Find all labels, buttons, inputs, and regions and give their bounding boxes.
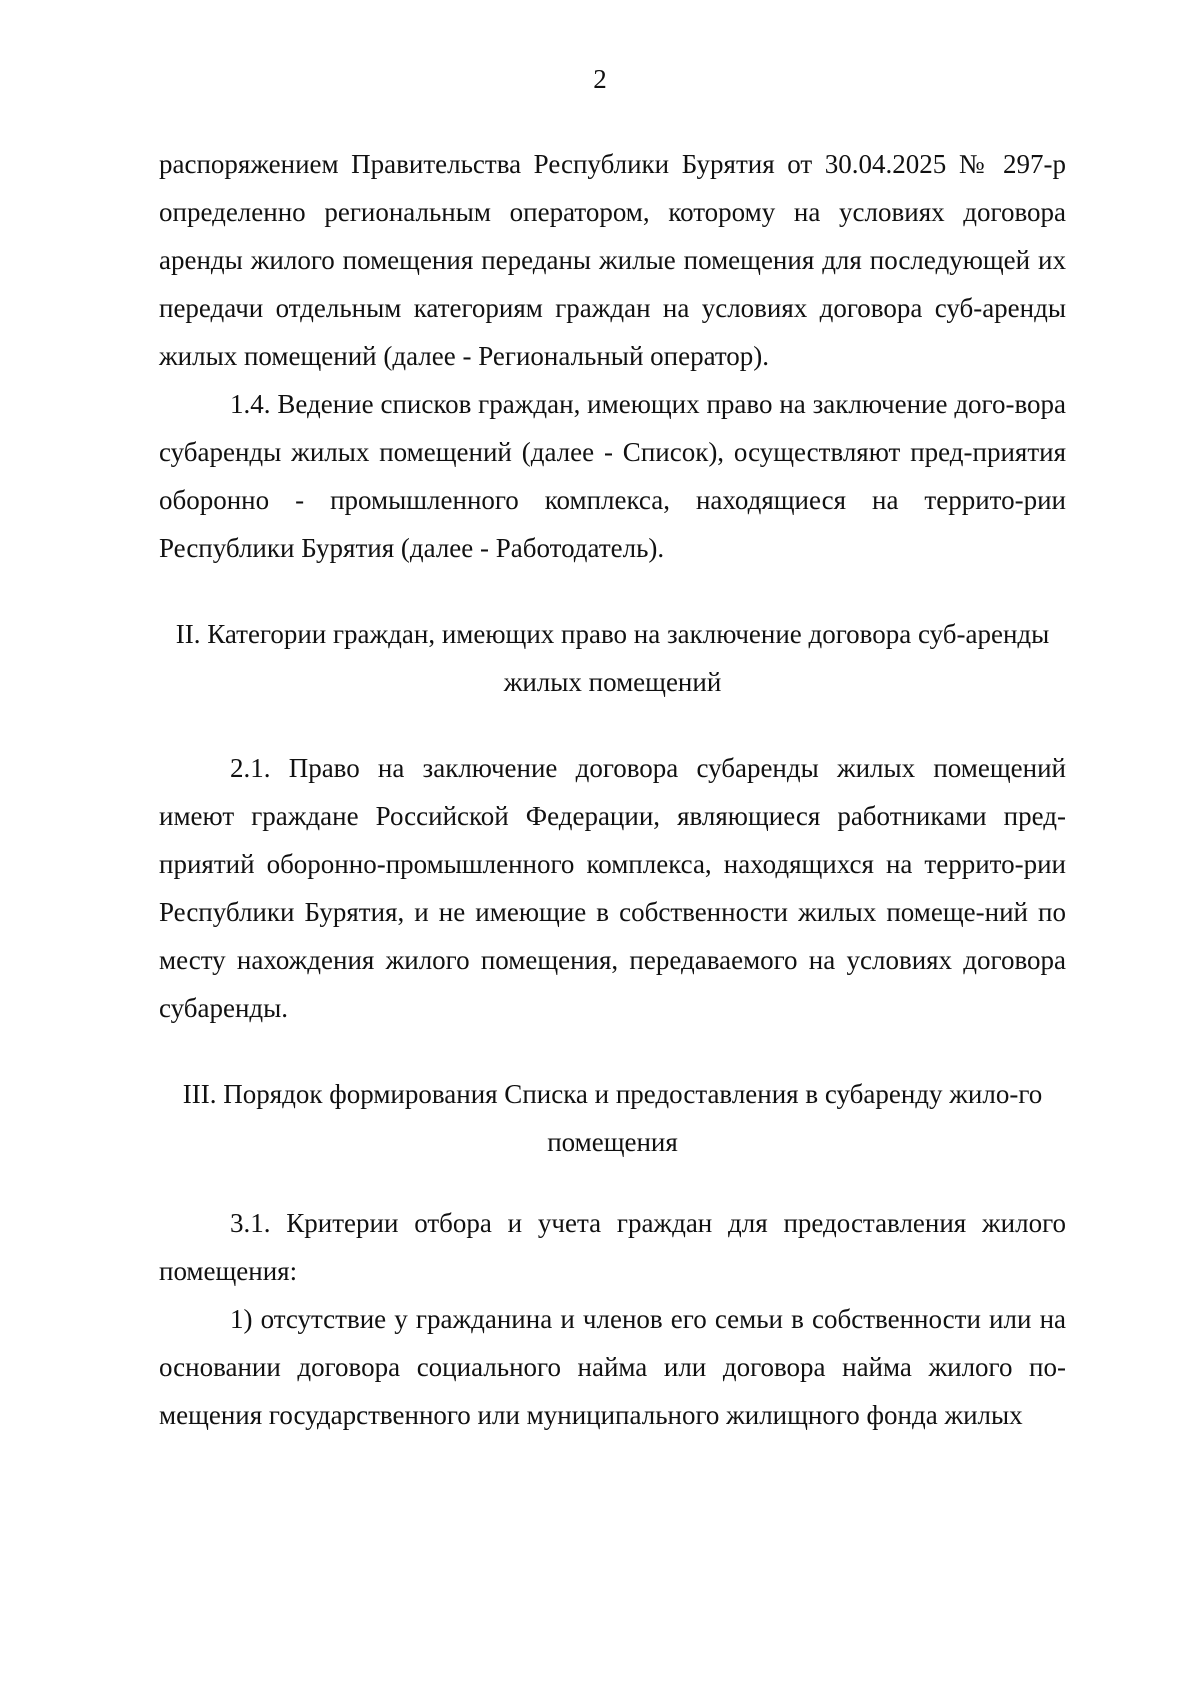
paragraph-intro: распоряжением Правительства Республики Бурятия от 30.04.2025 № 297-р определенно региональным оператором, которому на условиях договора аренды жилого помещения переданы жилые помещения для последующей их передачи отдельным категориям граждан на условиях договора суб-аренды жилых помещений (далее - Региональный оператор). — [159, 149, 1066, 371]
section-heading-2: II. Категории граждан, имеющих право на заключение договора суб-аренды жилых помещений — [175, 619, 1050, 697]
paragraph-3-1: 3.1. Критерии отбора и учета граждан для предоставления жилого помещения: — [159, 1208, 1066, 1286]
paragraph-2-1: 2.1. Право на заключение договора субаренды жилых помещений имеют граждане Российской Федерации, являющиеся работниками пред-приятий оборонно-промышленного комплекса, находящихся на террито-рии Республики Бурятия, и не имеющие в собственности жилых помеще-ний по месту нахождения жилого помещения, передаваемого на условиях договора субаренды. — [159, 753, 1066, 1023]
spacer — [159, 1032, 1066, 1070]
document-body — [159, 140, 1066, 1439]
spacer — [159, 572, 1066, 610]
paragraph-1-4: 1.4. Ведение списков граждан, имеющих право на заключение дого-вора субаренды жилых помещений (далее - Список), осуществляют пред-приятия оборонно - промышленного комплекса, находящиеся на террито-рии Республики Бурятия (далее - Работодатель). — [159, 389, 1066, 563]
spacer — [159, 1166, 1066, 1199]
paragraph-3-1-item-1: 1) отсутствие у гражданина и членов его семьи в собственности или на основании договора социального найма или договора найма жилого по-мещения государственного или муниципального жилищного фонда жилых — [159, 1304, 1066, 1430]
page-number: 2 — [593, 64, 607, 94]
section-heading-3: III. Порядок формирования Списка и предоставления в субаренду жило-го помещения — [182, 1079, 1043, 1157]
spacer — [159, 706, 1066, 744]
